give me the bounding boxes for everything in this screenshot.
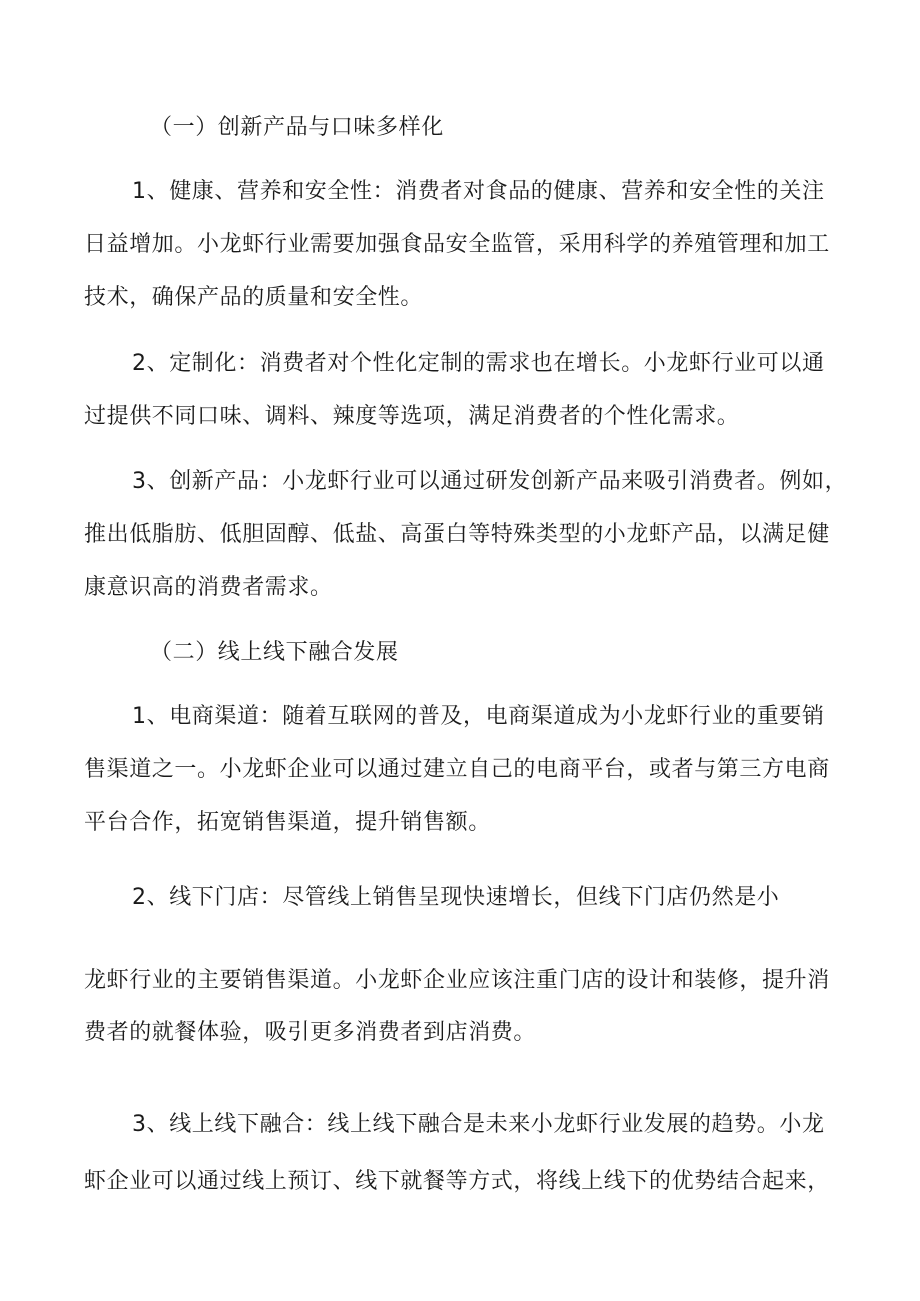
paragraph-line: 3、线上线下融合：线上线下融合是未来小龙虾行业发展的趋势。小龙	[132, 1112, 825, 1137]
paragraph-line: 日益增加。小龙虾行业需要加强食品安全监管，采用科学的养殖管理和加工	[84, 232, 830, 257]
paragraph-line: 2、定制化：消费者对个性化定制的需求也在增长。小龙虾行业可以通	[132, 351, 825, 376]
section-heading-1: （一）创新产品与口味多样化	[150, 115, 444, 140]
paragraph-line: 1、健康、营养和安全性：消费者对食品的健康、营养和安全性的关注	[132, 179, 825, 204]
paragraph-line: 2、线下门店：尽管线上销售呈现快速增长，但线下门店仍然是小	[132, 885, 780, 910]
section-heading-2: （二）线上线下融合发展	[150, 640, 399, 665]
paragraph-line: 过提供不同口味、调料、辣度等选项，满足消费者的个性化需求。	[84, 404, 740, 429]
paragraph-line: 技术，确保产品的质量和安全性。	[84, 285, 424, 310]
paragraph-line: 1、电商渠道：随着互联网的普及，电商渠道成为小龙虾行业的重要销	[132, 704, 825, 729]
paragraph-line: 推出低脂肪、低胆固醇、低盐、高蛋白等特殊类型的小龙虾产品，以满足健	[84, 522, 830, 547]
paragraph-line: 虾企业可以通过线上预订、线下就餐等方式，将线上线下的优势结合起来，	[84, 1169, 830, 1194]
paragraph-line: 3、创新产品：小龙虾行业可以通过研发创新产品来吸引消费者。例如，	[132, 469, 848, 494]
paragraph-line: 龙虾行业的主要销售渠道。小龙虾企业应该注重门店的设计和装修，提升消	[84, 968, 830, 993]
paragraph-line: 平台合作，拓宽销售渠道，提升销售额。	[84, 810, 491, 835]
paragraph-line: 售渠道之一。小龙虾企业可以通过建立自己的电商平台，或者与第三方电商	[84, 757, 830, 782]
paragraph-line: 费者的就餐体验，吸引更多消费者到店消费。	[84, 1020, 537, 1045]
paragraph-line: 康意识高的消费者需求。	[84, 575, 333, 600]
